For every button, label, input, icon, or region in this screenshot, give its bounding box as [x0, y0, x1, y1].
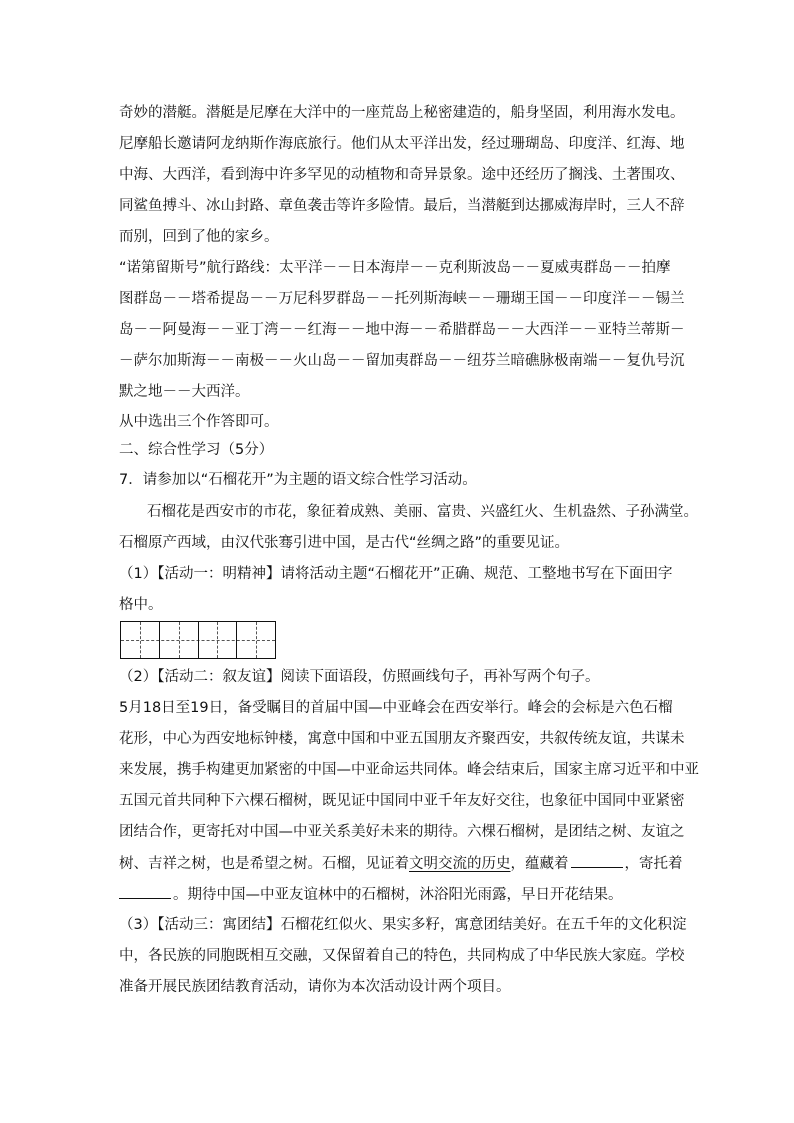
fill-in-line — [119, 853, 683, 874]
activity-3-prompt: （3）【活动三：寓团结】石榴花红似火、果实多籽，寓意团结美好。在五千年的文化积淀 — [119, 917, 687, 933]
text-line: 花形，中心为西安地标钟楼，寓意中国和中亚五国朋友齐聚西安，共叙传统友谊，共谋未 — [119, 731, 685, 747]
section-heading: 二、综合性学习（5分） — [119, 442, 274, 458]
grid-cell[interactable] — [237, 622, 275, 658]
text-segment: 树、吉祥之树，也是希望之树。石榴，见证着 — [119, 856, 409, 872]
grid-cell[interactable] — [199, 622, 238, 658]
text-line: 石榴原产西域，由汉代张骞引进中国，是古代“丝绸之路”的重要见证。 — [119, 535, 570, 551]
text-line: 中，各民族的同胞既相互交融，又保留着自己的特色，共同构成了中华民族大家庭。学校 — [119, 948, 685, 964]
tianzige-grid[interactable] — [120, 621, 276, 659]
text-line: 同鲨鱼搏斗、冰山封路、章鱼袭击等许多险情。最后，当潜艇到达挪威海岸时，三人不辞 — [119, 198, 685, 214]
route-line: 默之地－－大西洋。 — [119, 384, 250, 400]
text-segment: 。期待中国—中亚友谊林中的石榴树，沐浴阳光雨露，早日开花结果。 — [173, 887, 623, 903]
activity-2-prompt: （2）【活动二：叙友谊】阅读下面语段，仿照画线句子，再补写两个句子。 — [119, 669, 600, 685]
text-line: 奇妙的潜艇。潜艇是尼摩在大洋中的一座荒岛上秘密建造的，船身坚固，利用海水发电。 — [119, 105, 685, 121]
text-line: 石榴花是西安市的市花，象征着成熟、美丽、富贵、兴盛红火、生机盎然、子孙满堂。 — [147, 504, 698, 520]
route-line: －萨尔加斯海－－南极－－火山岛－－留加夷群岛－－纽芬兰暗礁脉极南端－－复仇号沉 — [119, 353, 685, 369]
grid-cell[interactable] — [121, 622, 160, 658]
text-line: 五国元首共同种下六棵石榴树，既见证中国同中亚千年友好交往，也象征中国同中亚紧密 — [119, 793, 685, 809]
activity-1-prompt: （1）【活动一：明精神】请将活动主题“石榴花开”正确、规范、工整地书写在下面田字 — [119, 566, 673, 582]
text-line: 中海、大西洋，看到海中许多罕见的动植物和奇异景象。途中还经历了搁浅、土著围攻、 — [119, 167, 685, 183]
text-line: 准备开展民族团结教育活动，请你为本次活动设计两个项目。 — [119, 979, 511, 995]
grid-cell[interactable] — [160, 622, 199, 658]
question-title: 7．请参加以“石榴花开”为主题的语文综合性学习活动。 — [119, 472, 477, 488]
text-segment: ，蕴藏着 — [510, 856, 569, 872]
text-segment: ，寄托着 — [624, 856, 683, 872]
text-line: 团结合作，更寄托对中国—中亚关系美好未来的期待。六棵石榴树，是团结之树、友谊之 — [119, 824, 685, 840]
instruction-line: 从中选出三个作答即可。 — [119, 414, 279, 430]
fill-in-line — [119, 884, 679, 905]
route-line: “诺第留斯号”航行路线：太平洋－－日本海岸－－克利斯波岛－－夏威夷群岛－－拍摩 — [119, 260, 671, 276]
answer-blank[interactable] — [571, 853, 623, 868]
underlined-sentence: 文明交流的历史 — [409, 856, 511, 872]
answer-blank[interactable] — [119, 884, 171, 899]
route-line: 岛－－阿曼海－－亚丁湾－－红海－－地中海－－希腊群岛－－大西洋－－亚特兰蒂斯－ — [119, 322, 685, 338]
route-line: 图群岛－－塔希提岛－－万尼科罗群岛－－托列斯海峡－－珊瑚王国－－印度洋－－锡兰 — [119, 291, 685, 307]
text-line: 格中。 — [119, 597, 163, 613]
text-line: 尼摩船长邀请阿龙纳斯作海底旅行。他们从太平洋出发，经过珊瑚岛、印度洋、红海、地 — [119, 136, 685, 152]
text-line: 而别，回到了他的家乡。 — [119, 229, 279, 245]
text-line: 来发展，携手构建更加紧密的中国—中亚命运共同体。峰会结束后，国家主席习近平和中亚 — [119, 762, 699, 778]
text-line: 5月18日至19日，备受瞩目的首届中国—中亚峰会在西安举行。峰会的会标是六色石榴 — [119, 700, 673, 716]
